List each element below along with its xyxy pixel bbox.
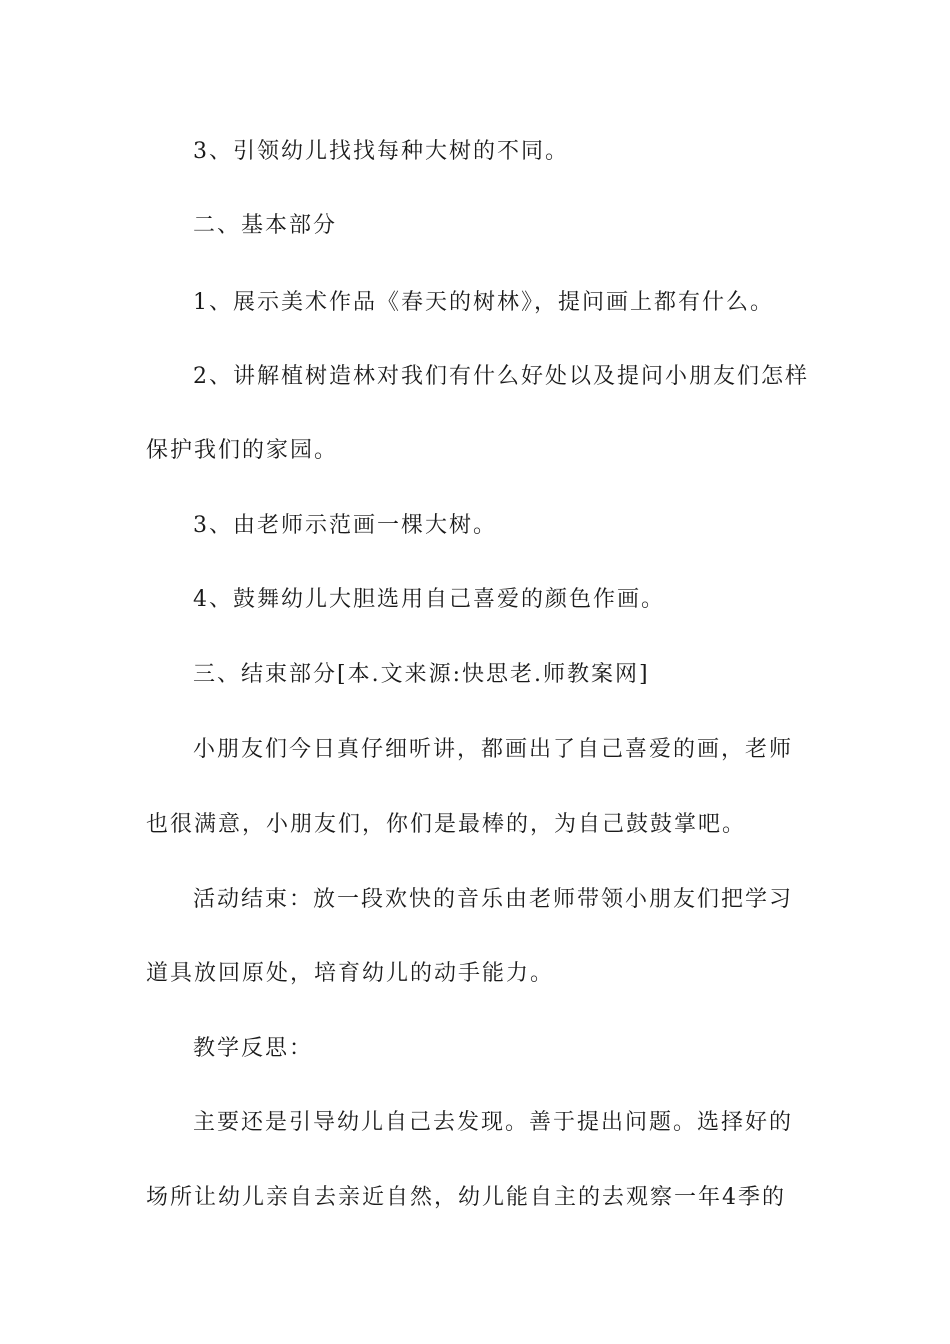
text-line: 1、展示美术作品《春天的树林》，提问画上都有什么。 xyxy=(193,290,774,315)
section-heading: 教学反思： xyxy=(193,1036,314,1061)
text-line: 3、由老师示范画一棵大树。 xyxy=(193,513,497,538)
text-line: 保护我们的家园。 xyxy=(146,438,339,463)
text-line: 场所让幼儿亲自去亲近自然，幼儿能自主的去观察一年4季的 xyxy=(146,1185,786,1210)
text-line: 主要还是引导幼儿自己去发现。善于提出问题。选择好的 xyxy=(193,1110,794,1135)
text-line: 2、讲解植树造林对我们有什么好处以及提问小朋友们怎样 xyxy=(193,364,809,389)
text-line: 小朋友们今日真仔细听讲，都画出了自己喜爱的画，老师 xyxy=(193,737,794,762)
text-line: 也很满意，小朋友们，你们是最棒的，为自己鼓鼓掌吧。 xyxy=(146,812,747,837)
section-heading: 三、结束部分[本.文来源:快思老.师教案网] xyxy=(193,662,650,687)
text-line: 3、引领幼儿找找每种大树的不同。 xyxy=(193,139,569,164)
section-heading: 二、基本部分 xyxy=(193,213,338,238)
text-line: 活动结束：放一段欢快的音乐由老师带领小朋友们把学习 xyxy=(193,887,794,912)
text-line: 道具放回原处，培育幼儿的动手能力。 xyxy=(146,961,555,986)
text-line: 4、鼓舞幼儿大胆选用自己喜爱的颜色作画。 xyxy=(193,587,665,612)
